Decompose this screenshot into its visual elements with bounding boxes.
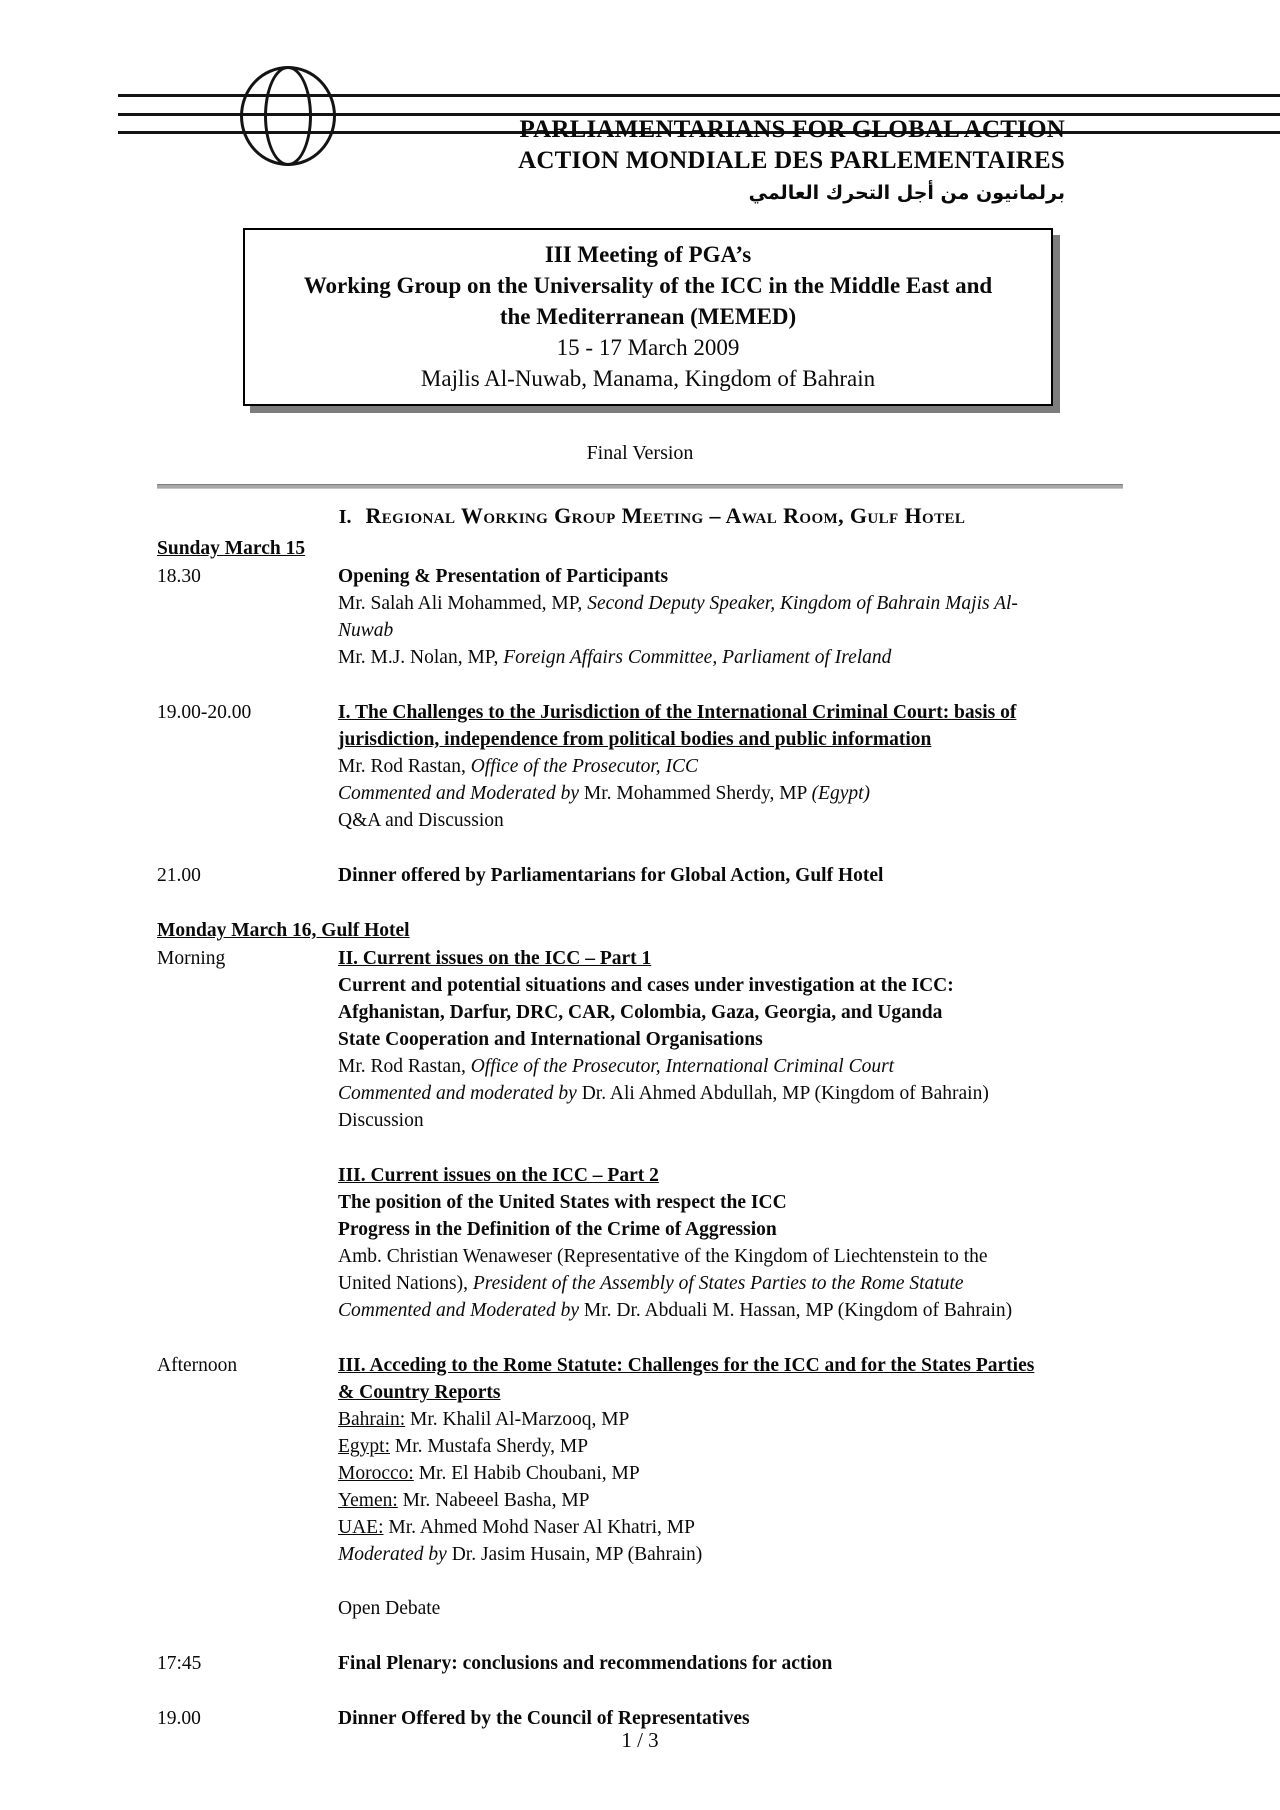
- schedule-line: [338, 590, 1130, 617]
- schedule-text-segment: Foreign Affairs Committee, Parliament of Ireland: [503, 647, 892, 668]
- schedule-text-segment: Mr. Mustafa Sherdy, MP: [390, 1436, 589, 1457]
- schedule-text-segment: Mr. Ahmed Mohd Naser Al Khatri, MP: [383, 1517, 695, 1538]
- schedule-line: [338, 1189, 1130, 1216]
- schedule-text-segment: Office of the Prosecutor, International Criminal Court: [470, 1056, 895, 1077]
- pga-globe-meridian-icon: [264, 66, 312, 166]
- schedule-text-segment: Final Plenary: conclusions and recommendations for action: [338, 1653, 833, 1674]
- schedule-line: [338, 1460, 1130, 1487]
- schedule-text-segment: (Egypt): [811, 783, 871, 804]
- schedule-text-segment: III. Acceding to the Rome Statute: Challenges for the ICC and for the States Parties: [338, 1355, 1035, 1376]
- schedule-time: 21.00: [157, 865, 201, 886]
- org-name-block: [518, 114, 1065, 205]
- schedule-text-segment: jurisdiction, independence from political bodies and public information: [338, 729, 932, 750]
- schedule-text-segment: Second Deputy Speaker, Kingdom of Bahrain Majis Al-: [587, 593, 1018, 614]
- schedule-line: [338, 1026, 1130, 1053]
- schedule-line: [338, 699, 1130, 726]
- meeting-title-line-1: III Meeting of PGA’s: [544, 242, 752, 267]
- schedule-time: [157, 1162, 338, 1324]
- schedule-text-segment: Dinner Offered by the Council of Representatives: [338, 1708, 750, 1729]
- schedule-line: [338, 563, 1130, 590]
- schedule-item: [157, 1650, 1147, 1677]
- schedule-line: [338, 1080, 1130, 1107]
- schedule-time: Afternoon: [157, 1355, 238, 1376]
- schedule-text-segment: Q&A and Discussion: [338, 810, 504, 831]
- schedule-text-segment: Commented and Moderated by: [338, 1300, 584, 1321]
- schedule-text-segment: Afghanistan, Darfur, DRC, CAR, Colombia, Gaza, Georgia, and Uganda: [338, 1002, 943, 1023]
- schedule-line: [338, 807, 1130, 834]
- schedule-text-segment: II. Current issues on the ICC – Part 1: [338, 948, 652, 969]
- schedule-time: 17:45: [157, 1653, 202, 1674]
- schedule-text-segment: Egypt:: [338, 1436, 390, 1457]
- schedule-text-segment: Bahrain:: [338, 1409, 406, 1430]
- schedule-text-segment: Mr. M.J. Nolan, MP,: [338, 647, 504, 668]
- org-name-french: ACTION MONDIALE DES PARLEMENTAIRES: [518, 147, 1065, 174]
- schedule-content: [338, 1352, 1130, 1622]
- schedule-line: [338, 1487, 1130, 1514]
- schedule-line: [338, 1216, 1130, 1243]
- schedule-line: [338, 1514, 1130, 1541]
- schedule-line: [338, 726, 1130, 753]
- schedule-time: 18.30: [157, 566, 201, 587]
- schedule-text-segment: Mr. Dr. Abduali M. Hassan, MP (Kingdom of Bahrain): [583, 1300, 1013, 1321]
- section-divider: [157, 484, 1123, 489]
- schedule-text-segment: Current and potential situations and cases under investigation at the ICC:: [338, 975, 954, 996]
- schedule-text-segment: Mr. Mohammed Sherdy, MP: [583, 783, 812, 804]
- schedule-line: [338, 945, 1130, 972]
- meeting-title-box: [243, 228, 1053, 406]
- schedule-content: [338, 563, 1130, 671]
- schedule-line: [338, 1433, 1130, 1460]
- schedule-text-segment: Dr. Jasim Husain, MP (Bahrain): [451, 1544, 703, 1565]
- schedule-time: 19.00-20.00: [157, 702, 252, 723]
- schedule-line: [338, 753, 1130, 780]
- schedule-line: [338, 1595, 1130, 1622]
- schedule-item: [157, 699, 1147, 834]
- schedule-text-segment: Nuwab: [338, 620, 394, 641]
- schedule-line: [338, 999, 1130, 1026]
- schedule-text-segment: Dr. Ali Ahmed Abdullah, MP (Kingdom of Bahrain): [581, 1083, 989, 1104]
- schedule-text-segment: & Country Reports: [338, 1382, 501, 1403]
- schedule-text-segment: Morocco:: [338, 1463, 414, 1484]
- day-heading: Sunday March 15: [157, 538, 306, 559]
- schedule-text-segment: The position of the United States with respect the ICC: [338, 1192, 787, 1213]
- schedule-text-segment: Commented and moderated by: [338, 1083, 582, 1104]
- schedule-text-segment: Dinner offered by Parliamentarians for Global Action, Gulf Hotel: [338, 865, 884, 886]
- schedule-text-segment: Mr. Khalil Al-Marzooq, MP: [405, 1409, 630, 1430]
- org-name-english: PARLIAMENTARIANS FOR GLOBAL ACTION: [519, 116, 1065, 143]
- schedule-line: [338, 644, 1130, 671]
- schedule-text-segment: Commented and Moderated by: [338, 783, 584, 804]
- schedule-line: [338, 617, 1130, 644]
- meeting-dates: 15 - 17 March 2009: [556, 335, 740, 360]
- schedule-text-segment: State Cooperation and International Organisations: [338, 1029, 763, 1050]
- schedule-text-segment: Mr. Rod Rastan,: [338, 756, 471, 777]
- schedule-item: [157, 1352, 1147, 1622]
- schedule-content: [338, 1650, 1130, 1677]
- agenda-body: [157, 502, 1147, 1732]
- schedule-content: [338, 1162, 1130, 1324]
- schedule-text-segment: Amb. Christian Wenaweser (Representative of the Kingdom of Liechtenstein to the: [338, 1246, 988, 1267]
- schedule-text-segment: Opening & Presentation of Participants: [338, 566, 669, 587]
- schedule-text-segment: United Nations),: [338, 1273, 473, 1294]
- schedule-line: [338, 1162, 1130, 1189]
- schedule-text-segment: Mr. Nabeeel Basha, MP: [397, 1490, 590, 1511]
- schedule-time: 19.00: [157, 1708, 201, 1729]
- schedule-text-segment: Discussion: [338, 1110, 424, 1131]
- schedule-text-segment: Mr. Salah Ali Mohammed, MP,: [338, 593, 588, 614]
- schedule-text-segment: UAE:: [338, 1517, 384, 1538]
- schedule-content: [338, 699, 1130, 834]
- meeting-title-line-2: Working Group on the Universality of the ICC in the Middle East and: [303, 273, 993, 298]
- schedule-line: [338, 972, 1130, 999]
- version-label: Final Version: [586, 442, 694, 464]
- schedule-line: [338, 1270, 1130, 1297]
- section-numeral: I.: [338, 506, 352, 528]
- schedule-content: [338, 945, 1130, 1134]
- schedule-line: [338, 1053, 1130, 1080]
- schedule-line: [338, 780, 1130, 807]
- org-name-arabic: برلمانيون من أجل التحرك العالمي: [748, 182, 1065, 204]
- schedule-item: [157, 563, 1147, 671]
- schedule-text-segment: Office of the Prosecutor, ICC: [470, 756, 699, 777]
- schedule-content: [338, 862, 1130, 889]
- schedule-item: [157, 1162, 1147, 1324]
- schedule-line: [338, 862, 1130, 889]
- meeting-venue: Majlis Al-Nuwab, Manama, Kingdom of Bahrain: [420, 366, 876, 391]
- schedule-text-segment: III. Current issues on the ICC – Part 2: [338, 1165, 659, 1186]
- schedule-text-segment: Open Debate: [338, 1598, 441, 1619]
- schedule-line: [338, 1243, 1130, 1270]
- schedule: [157, 535, 1147, 1732]
- schedule-line: [338, 1379, 1130, 1406]
- schedule-text-segment: Moderated by: [338, 1544, 452, 1565]
- day-heading: Monday March 16, Gulf Hotel: [157, 920, 410, 941]
- schedule-line: [338, 1107, 1130, 1134]
- schedule-line: [338, 1568, 1130, 1595]
- meeting-title-line-3: the Mediterranean (MEMED): [499, 304, 797, 329]
- schedule-line: [338, 1406, 1130, 1433]
- schedule-text-segment: Progress in the Definition of the Crime of Aggression: [338, 1219, 777, 1240]
- schedule-line: [338, 1297, 1130, 1324]
- schedule-item: [157, 945, 1147, 1134]
- schedule-line: [338, 1541, 1130, 1568]
- schedule-text-segment: Yemen:: [338, 1490, 398, 1511]
- schedule-text-segment: Mr. Rod Rastan,: [338, 1056, 471, 1077]
- schedule-text-segment: I. The Challenges to the Jurisdiction of the International Criminal Court: basis of: [338, 702, 1017, 723]
- schedule-line: [338, 1352, 1130, 1379]
- section-heading: [157, 502, 1147, 531]
- schedule-time: Morning: [157, 948, 226, 969]
- page-number: 1 / 3: [621, 1728, 659, 1752]
- schedule-line: [338, 1650, 1130, 1677]
- schedule-text-segment: Mr. El Habib Choubani, MP: [413, 1463, 640, 1484]
- section-title: Regional Working Group Meeting – Awal Room, Gulf Hotel: [365, 503, 966, 528]
- schedule-text-segment: President of the Assembly of States Parties to the Rome Statute: [472, 1273, 964, 1294]
- schedule-item: [157, 862, 1147, 889]
